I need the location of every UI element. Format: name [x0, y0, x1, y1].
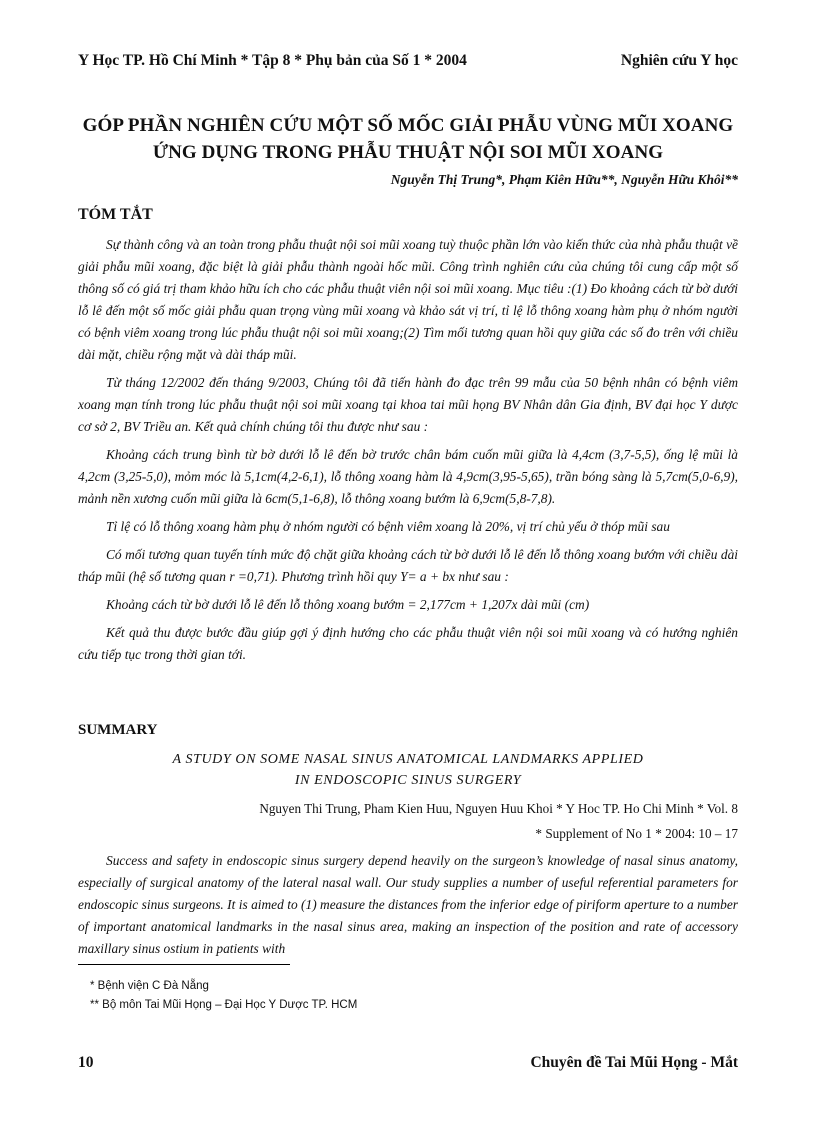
- abstract-paragraph: Kết quả thu được bước đầu giúp gợi ý định hướng cho các phẫu thuật viên nội soi mũi xoang và có hướng nghiên cứu tiếp tục trong thời gian tới.: [78, 625, 738, 662]
- page-footer: [78, 1054, 738, 1072]
- journal-info: Y Học TP. Hồ Chí Minh * Tập 8 * Phụ bản của Số 1 * 2004: [78, 52, 467, 69]
- section-label: Nghiên cứu Y học: [620, 52, 738, 69]
- citation-line-1: Nguyen Thi Trung, Pham Kien Huu, Nguyen Huu Khoi * Y Hoc TP. Ho Chi Minh * Vol. 8: [259, 801, 738, 816]
- citation: [259, 796, 738, 846]
- abstract-paragraph: Từ tháng 12/2002 đến tháng 9/2003, Chúng tôi đã tiến hành đo đạc trên 99 mẫu của 50 bệnh nhân có bệnh viêm xoang mạn tính trong lúc phẫu thuật nội soi mũi xoang tại khoa tai mũi họng BV Nhân dân Gia định, BV đại học Y dược cơ sở 2, BV Triều an. Kết quả chính chúng tôi thu được như sau :: [78, 375, 738, 434]
- citation-line-2: * Supplement of No 1 * 2004: 10 – 17: [535, 826, 738, 841]
- tomtat-heading: TÓM TẮT: [78, 206, 153, 223]
- footnote-2: ** Bộ môn Tai Mũi Họng – Đại Học Y Dược TP. HCM: [90, 999, 358, 1011]
- english-abstract: [78, 850, 738, 960]
- footer-section: Chuyên đề Tai Mũi Họng - Mắt: [530, 1054, 738, 1071]
- summary-heading: SUMMARY: [78, 722, 158, 738]
- title-line-1: GÓP PHẦN NGHIÊN CỨU MỘT SỐ MỐC GIẢI PHẪU VÙNG MŨI XOANG: [82, 115, 734, 136]
- author-list: Nguyễn Thị Trung*, Phạm Kiên Hữu**, Nguyễn Hữu Khôi**: [390, 172, 738, 187]
- running-header: [78, 52, 738, 70]
- abstract-paragraph: Sự thành công và an toàn trong phẫu thuật nội soi mũi xoang tuỳ thuộc phần lớn vào kiến thức của nhà phẫu thuật về giải phẫu mũi xoang, đặc biệt là giải phẫu thành ngoài hốc mũi. Công trình nghiên cứu của chúng tôi cung cấp một số thông số có giá trị tham khảo hữu ích cho các phẫu thuật viên nội soi mũi xoang. Mục tiêu :(1) Đo khoảng cách từ bờ dưới lỗ lê đến một số mốc giải phẫu quan trọng vùng mũi xoang và khảo sát vị trí, tỉ lệ lỗ thông xoang hàm phụ ở nhóm người có bệnh viêm xoang trong lúc phẫu thuật nội soi mũi xoang;(2) Tìm mối tương quan hồi quy giữa các số đo trên với chiều dài mặt, chiều rộng mặt và dài tháp mũi.: [78, 237, 738, 362]
- abstract-paragraph: Khoảng cách từ bờ dưới lỗ lê đến lỗ thông xoang bướm = 2,177cm + 1,207x dài mũi (cm): [106, 597, 590, 612]
- english-title-line-1: A STUDY ON SOME NASAL SINUS ANATOMICAL LANDMARKS APPLIED: [172, 752, 644, 767]
- abstract-paragraph: Có mối tương quan tuyến tính mức độ chặt giữa khoảng cách từ bờ dưới lỗ lê đến lỗ thông xoang bướm với chiều dài tháp mũi (hệ số tương quan r =0,71). Phương trình hồi quy Y= a + bx như sau :: [78, 547, 738, 584]
- footnote-divider: [78, 964, 290, 965]
- abstract-paragraph: Tỉ lệ có lỗ thông xoang hàm phụ ở nhóm người có bệnh viêm xoang là 20%, vị trí chủ yếu ở thóp mũi sau: [106, 519, 670, 534]
- abstract-paragraph: Khoảng cách trung bình từ bờ dưới lỗ lê đến bờ trước chân bám cuốn mũi giữa là 4,4cm (3,7-5,5), ống lệ mũi là 4,2cm (3,25-5,0), mỏm móc là 5,1cm(4,2-6,1), lỗ thông xoang hàm là 4,9cm(3,95-5,65), trần bóng sàng là 5,7cm(5,0-6,9), mảnh nền xương cuốn mũi giữa là 6cm(5,1-6,8), lỗ thông xoang bướm là 6,9cm(5,8-7,8).: [78, 447, 738, 506]
- article-title: [60, 112, 756, 166]
- english-title: [78, 749, 738, 791]
- vietnamese-abstract: [78, 234, 738, 672]
- title-line-2: ỨNG DỤNG TRONG PHẪU THUẬT NỘI SOI MŨI XOANG: [152, 142, 664, 163]
- english-abstract-paragraph: Success and safety in endoscopic sinus surgery depend heavily on the surgeon’s knowledge of nasal sinus anatomy, especially of surgical anatomy of the lateral nasal wall. Our study supplies a number of useful referential parameters for endoscopic sinus surgeons. It is aimed to (1) measure the distances from the inferior edge of piriform aperture to a number of important anatomical landmarks in the nasal sinus area, making an inspection of the position and rate of accessory maxillary sinus ostium in patients with: [78, 853, 738, 956]
- english-title-line-2: IN ENDOSCOPIC SINUS SURGERY: [294, 773, 522, 788]
- footnotes: [90, 977, 357, 1015]
- page-number: 10: [78, 1054, 94, 1071]
- footnote-1: * Bệnh viện C Đà Nẵng: [90, 980, 209, 992]
